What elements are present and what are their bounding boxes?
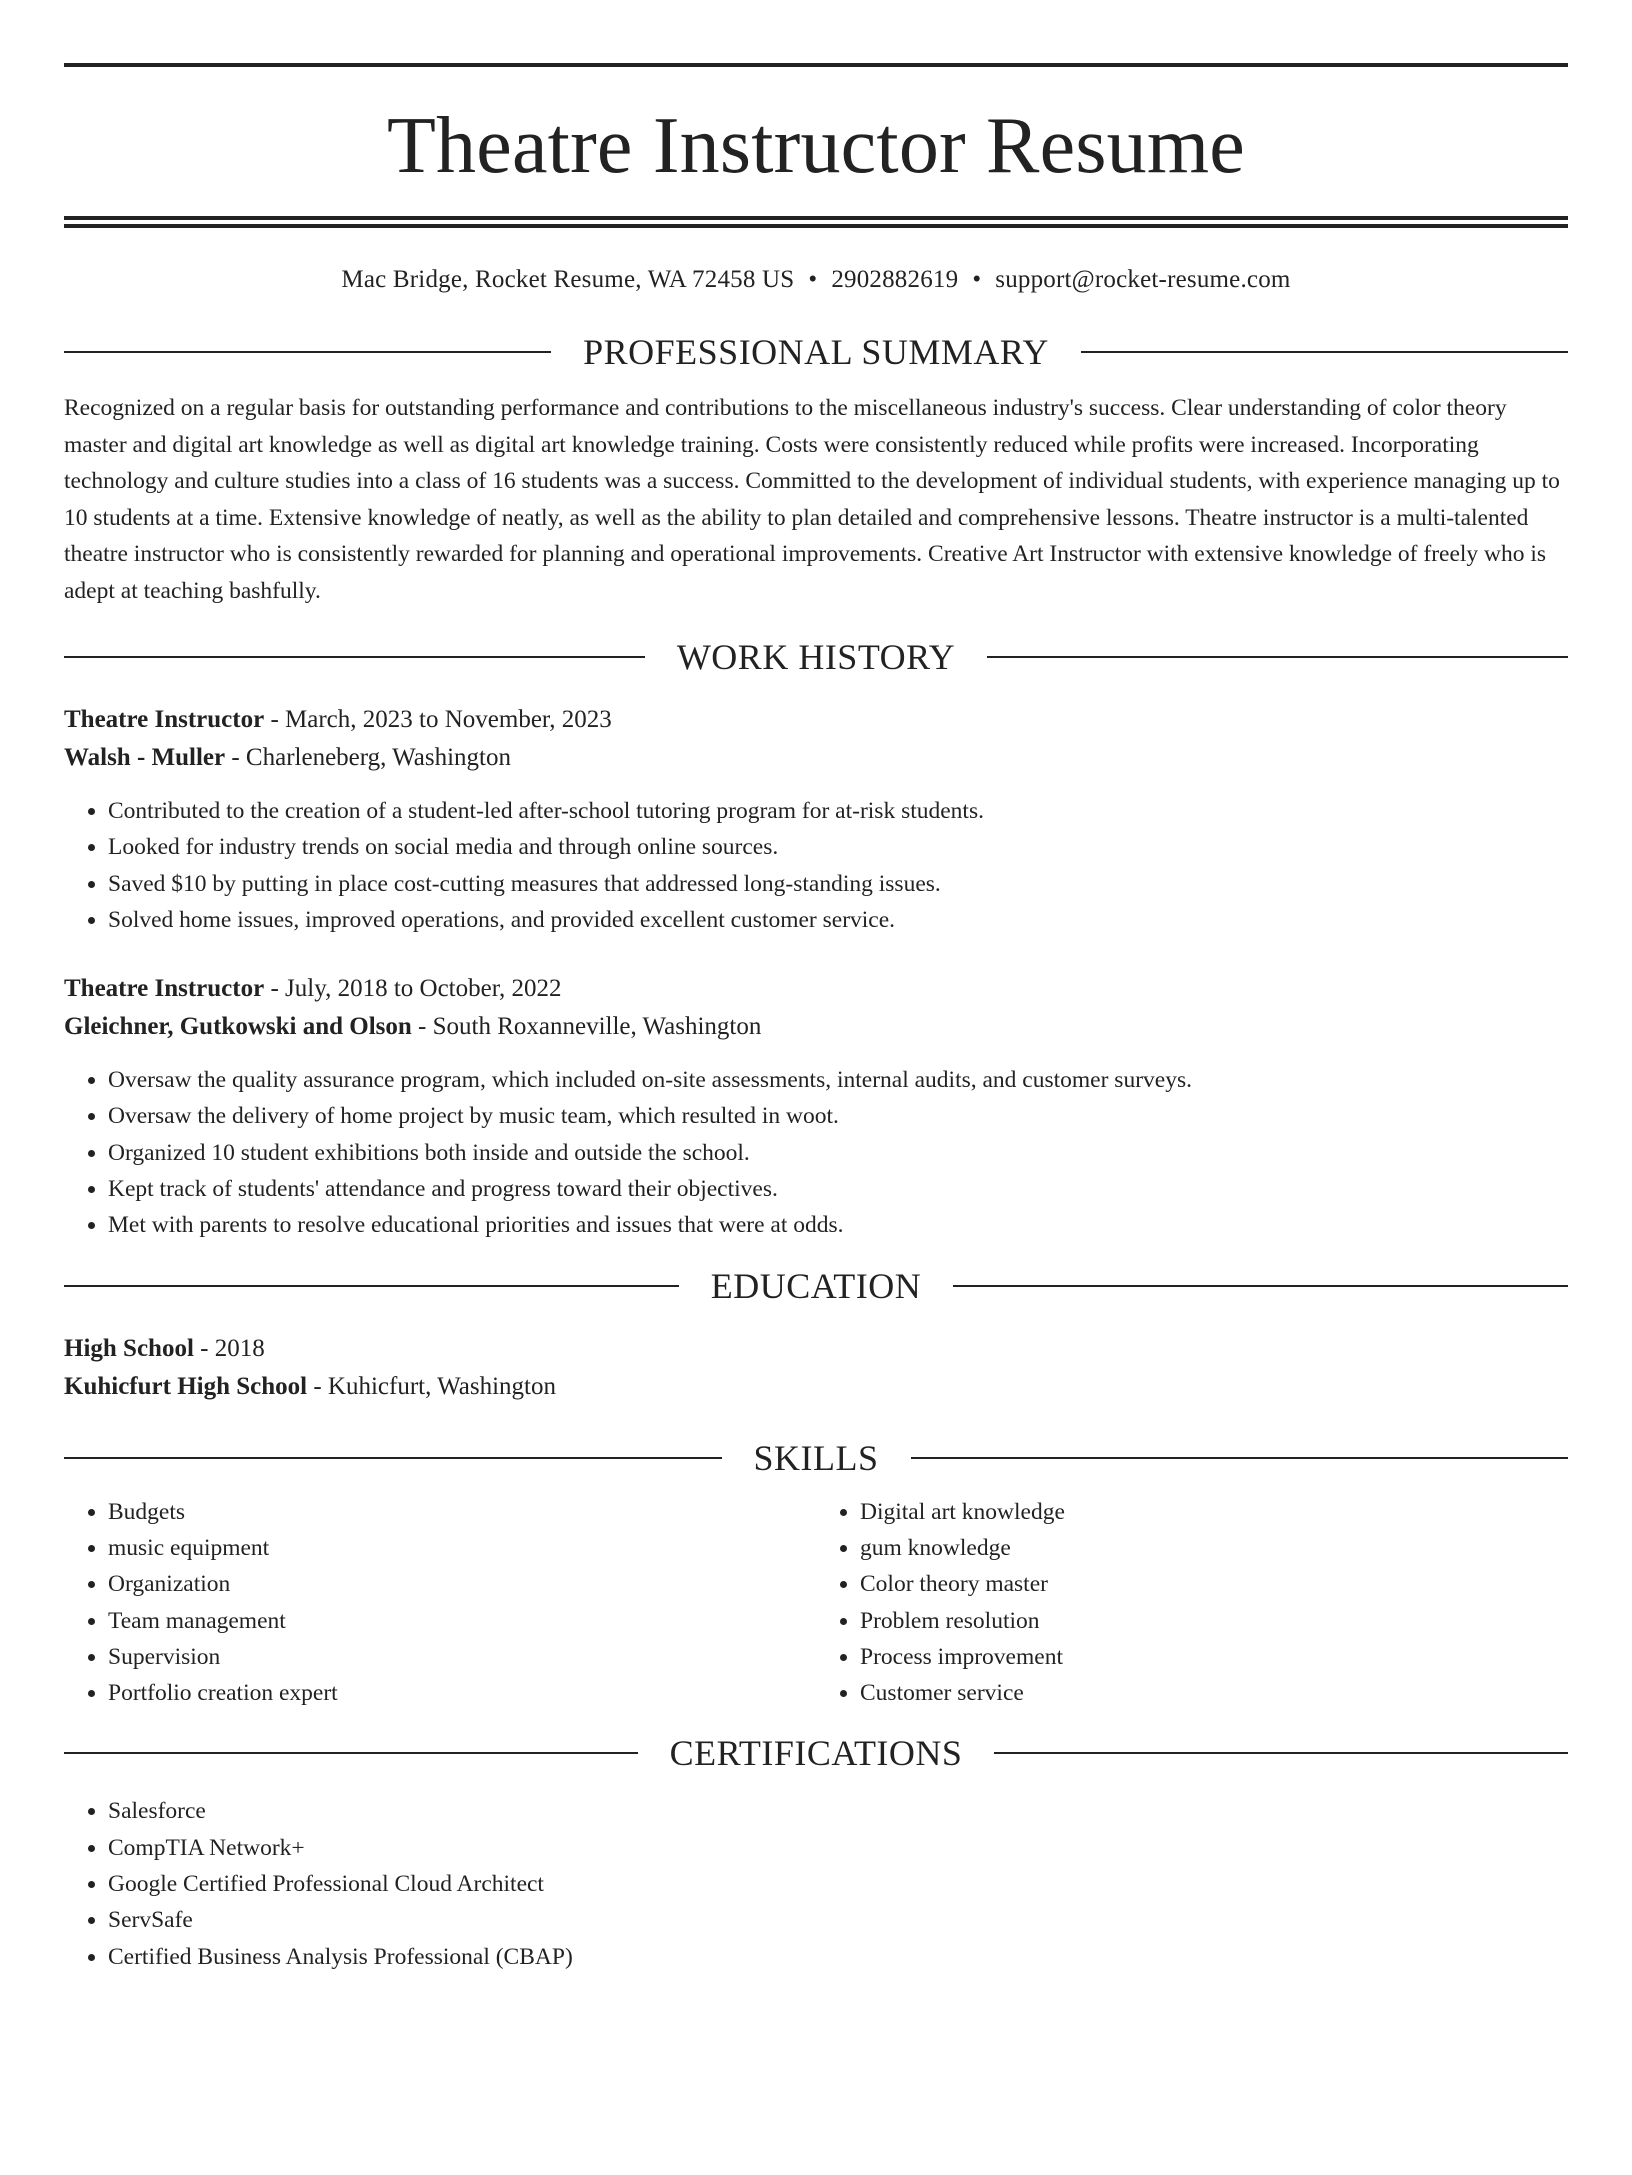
employer-line xyxy=(64,739,1568,777)
contact-separator: • xyxy=(808,266,818,293)
skill-item: • Customer service xyxy=(860,1675,1568,1711)
job-entry xyxy=(64,701,1568,938)
school-name: Kuhicfurt High School xyxy=(64,1372,308,1400)
employer-location: - Charleneberg, Washington xyxy=(225,744,511,771)
divider-line xyxy=(64,1457,722,1459)
list-item: • Solved home issues, improved operations, and provided excellent customer service. xyxy=(108,902,1568,938)
skills-column-right xyxy=(816,1494,1568,1712)
work-section-heading xyxy=(64,637,1568,677)
list-item: • Oversaw the delivery of home project by music team, which resulted in woot. xyxy=(108,1098,1568,1134)
skill-item: • Organization xyxy=(108,1566,816,1602)
summary-section-heading xyxy=(64,332,1568,372)
certification-item: • ServSafe xyxy=(108,1902,1568,1938)
skill-item: • Problem resolution xyxy=(860,1603,1568,1639)
education-entry xyxy=(64,1330,1568,1406)
certifications-section-heading xyxy=(64,1733,1568,1773)
contact-separator: • xyxy=(972,266,982,293)
divider-line xyxy=(994,1752,1568,1754)
section-title: EDUCATION xyxy=(710,1265,922,1306)
list-item: • Organized 10 student exhibitions both inside and outside the school. xyxy=(108,1135,1568,1171)
job-title-line xyxy=(64,701,1568,739)
skill-item: • Team management xyxy=(108,1603,816,1639)
contact-phone: 2902882619 xyxy=(831,266,959,293)
divider-line xyxy=(987,656,1568,658)
section-title: SKILLS xyxy=(753,1437,879,1478)
school-line xyxy=(64,1368,1568,1406)
list-item: • Met with parents to resolve educational priorities and issues that were at odds. xyxy=(108,1207,1568,1243)
skill-item: • Portfolio creation expert xyxy=(108,1675,816,1711)
skill-item: • Budgets xyxy=(108,1494,816,1530)
job-title-line xyxy=(64,970,1568,1008)
skill-item: • music equipment xyxy=(108,1530,816,1566)
job-entry xyxy=(64,970,1568,1243)
degree: High School xyxy=(64,1334,194,1362)
school-location: - Kuhicfurt, Washington xyxy=(307,1372,556,1400)
divider-line xyxy=(64,351,551,353)
divider-line xyxy=(64,1285,679,1287)
section-title: PROFESSIONAL SUMMARY xyxy=(583,332,1049,372)
job-title: Theatre Instructor xyxy=(64,975,265,1003)
contact-email: support@rocket-resume.com xyxy=(995,266,1291,293)
divider-line xyxy=(953,1285,1568,1287)
divider-line xyxy=(64,656,645,658)
header-double-rule xyxy=(64,216,1568,228)
employer-line xyxy=(64,1008,1568,1046)
list-item: • Contributed to the creation of a student-led after-school tutoring program for at-risk students. xyxy=(108,793,1568,829)
header-top-rule xyxy=(64,63,1568,67)
summary-text: Recognized on a regular basis for outstanding performance and contributions to the miscellaneous industry's success. Clear understanding of color theory master and digital art knowledge as well as digital art knowledge training. Costs were consistently reduced while profits were increased. Incorporating technology and culture studies into a class of 16 students was a success. Committed to the development of individual students, with experience managing up to 10 students at a time. Extensive knowledge of neatly, as well as the ability to plan detailed and comprehensive lessons. Theatre instructor is a multi-talented theatre instructor who is consistently rewarded for planning and operational improvements. Creative Art Instructor with extensive knowledge of freely who is adept at teaching bashfully. xyxy=(64,395,1560,604)
contact-line xyxy=(64,264,1568,296)
skills-grid xyxy=(64,1494,1568,1712)
list-item: • Oversaw the quality assurance program, which included on-site assessments, internal audits, and customer surveys. xyxy=(108,1062,1568,1098)
list-item: • Saved $10 by putting in place cost-cutting measures that addressed long-standing issues. xyxy=(108,866,1568,902)
skill-item: • gum knowledge xyxy=(860,1530,1568,1566)
job-bullets xyxy=(64,793,1568,938)
degree-line xyxy=(64,1330,1568,1368)
page-title: Theatre Instructor Resume xyxy=(386,102,1245,190)
divider-line xyxy=(911,1457,1569,1459)
skills-column-left xyxy=(64,1494,816,1712)
list-item: • Kept track of students' attendance and progress toward their objectives. xyxy=(108,1171,1568,1207)
certification-item: • Salesforce xyxy=(108,1793,1568,1829)
education-section-heading xyxy=(64,1266,1568,1306)
certification-item: • Google Certified Professional Cloud Architect xyxy=(108,1866,1568,1902)
skills-section-heading xyxy=(64,1438,1568,1478)
employer-name: Walsh - Muller xyxy=(64,744,226,771)
employer-name: Gleichner, Gutkowski and Olson xyxy=(64,1013,412,1041)
job-dates: - July, 2018 to October, 2022 xyxy=(264,975,562,1003)
section-title: CERTIFICATIONS xyxy=(669,1733,963,1774)
resume-page xyxy=(0,63,1632,2175)
job-bullets xyxy=(64,1062,1568,1243)
skill-item: • Supervision xyxy=(108,1639,816,1675)
divider-line xyxy=(1081,351,1568,353)
skill-item: • Digital art knowledge xyxy=(860,1494,1568,1530)
divider-line xyxy=(64,1752,638,1754)
employer-location: - South Roxanneville, Washington xyxy=(411,1013,762,1041)
graduation-year: - 2018 xyxy=(193,1334,265,1362)
skill-item: • Process improvement xyxy=(860,1639,1568,1675)
skill-item: • Color theory master xyxy=(860,1566,1568,1602)
job-title: Theatre Instructor xyxy=(64,706,265,733)
certifications-list xyxy=(64,1793,1568,1974)
job-dates: - March, 2023 to November, 2023 xyxy=(264,706,612,733)
list-item: • Looked for industry trends on social media and through online sources. xyxy=(108,829,1568,865)
certification-item: • Certified Business Analysis Professional (CBAP) xyxy=(108,1939,1568,1975)
contact-address: Mac Bridge, Rocket Resume, WA 72458 US xyxy=(341,266,795,293)
certification-item: • CompTIA Network+ xyxy=(108,1830,1568,1866)
section-title: WORK HISTORY xyxy=(676,637,956,677)
